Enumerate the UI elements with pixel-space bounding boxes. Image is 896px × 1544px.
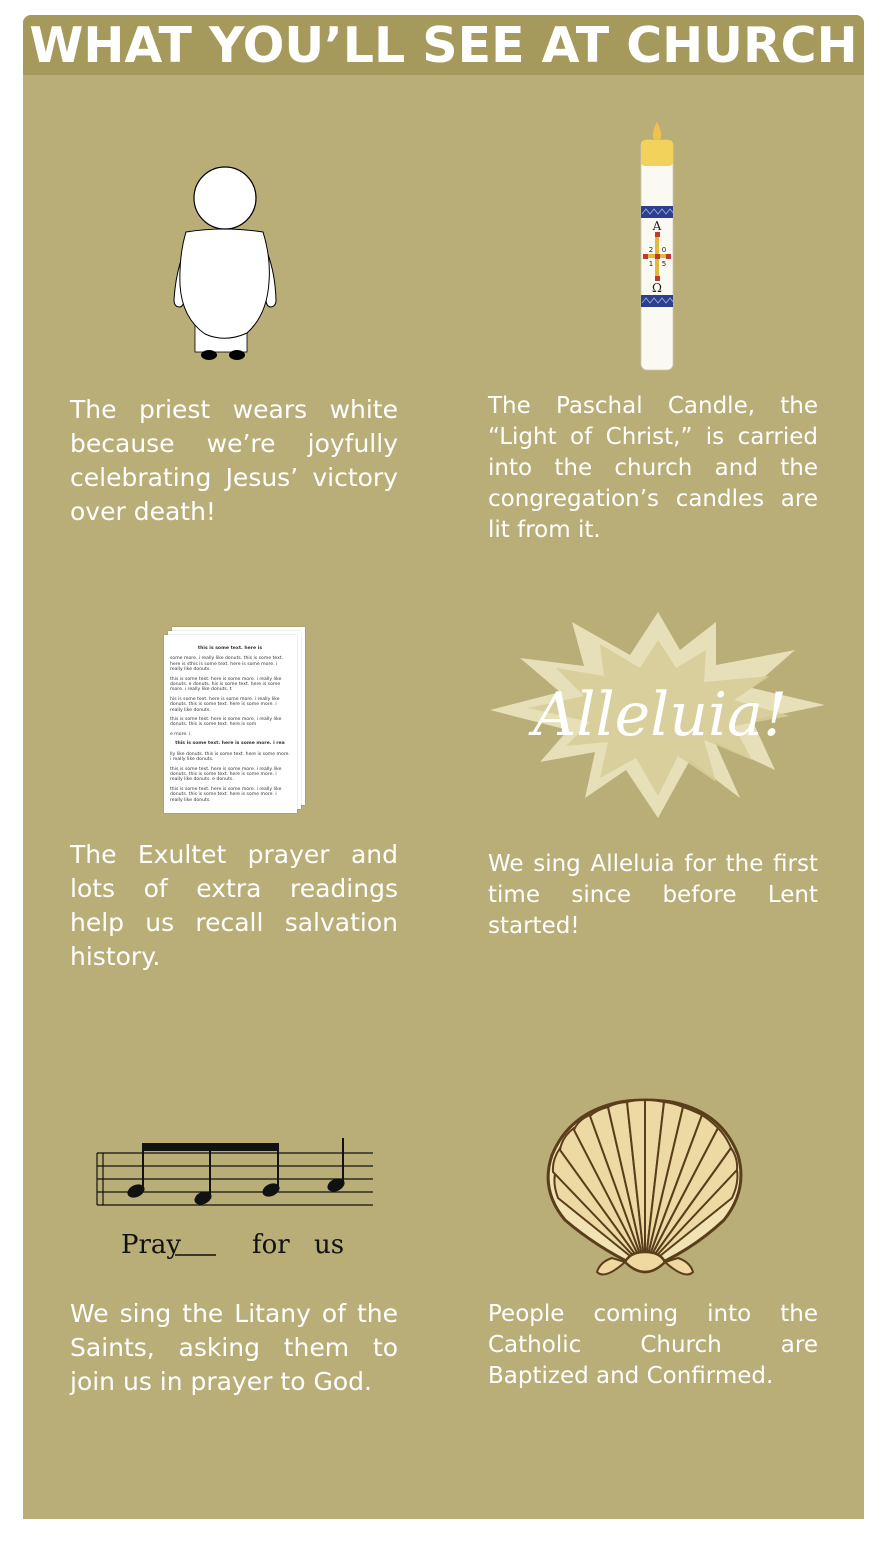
candle-year-digit: 5 xyxy=(661,260,667,268)
document-line: this is some text. here is some more. i rea xyxy=(175,741,285,747)
candle-year-digit: 2 xyxy=(648,246,654,254)
candle-year-digit: 1 xyxy=(648,260,654,268)
lyric-us: us xyxy=(314,1230,345,1260)
document-line: this is some text. here is some more. i really like donuts. this is some text. here is some more. i really like donuts. e donuts. xyxy=(170,766,282,783)
litany-caption: We sing the Litany of the Saints, asking them to join us in prayer to God. xyxy=(70,1299,398,1396)
lyric-pray: Pray xyxy=(121,1230,182,1260)
document-line: lly like donuts. this is some text. here is some more. i really like donuts. xyxy=(170,751,290,763)
document-line: his is some text. here is some more. i really like donuts. this is some text. here is some more. i really like donuts. xyxy=(170,696,280,713)
document-line: e more. i xyxy=(170,731,191,737)
baptism-caption: People coming into the Catholic Church are Baptized and Confirmed. xyxy=(488,1301,818,1389)
document-line: this is some text. here is some more. i really like donuts. this is some text. here is som xyxy=(170,717,282,728)
candle-alpha: A xyxy=(652,219,662,233)
document-line: some more. i really like donuts. this is some text. here is sthis is some text. here is some more. i really like donuts. xyxy=(170,656,284,673)
document-line: this is some text. here is some more. i really like donuts. e donuts. his is some text. here is some more. i really like donuts. t xyxy=(170,676,282,693)
document-line: this is some text. here is xyxy=(197,646,263,651)
candle-caption: The Paschal Candle, the “Light of Christ,” is carried into the church and the congregation’s candles are lit from it. xyxy=(488,393,818,543)
candle-year-digit: 0 xyxy=(661,246,667,254)
candle-omega: Ω xyxy=(652,281,662,295)
lyric-for: for xyxy=(252,1230,290,1260)
priest-caption: The priest wears white because we’re joyfully celebrating Jesus’ victory over death! xyxy=(70,395,398,526)
alleluia-caption: We sing Alleluia for the first time since before Lent started! xyxy=(488,851,818,939)
alleluia-word: Alleluia! xyxy=(532,680,788,750)
document-line: this is some text. here is some more. i really like donuts. this is some text. here is some more. i really like donuts. xyxy=(170,786,282,803)
exultet-caption: The Exultet prayer and lots of extra readings help us recall salvation history. xyxy=(70,840,398,971)
page-title: WHAT YOU’LL SEE AT CHURCH xyxy=(23,15,864,75)
